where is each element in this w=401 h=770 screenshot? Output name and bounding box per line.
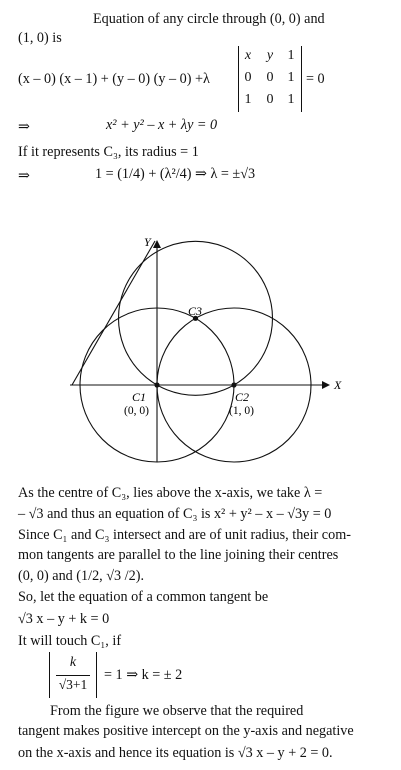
c2-point bbox=[231, 382, 236, 387]
det-r3c2: 0 bbox=[266, 92, 274, 107]
c3-label: C3 bbox=[188, 304, 203, 318]
det-r2c1: 0 bbox=[244, 70, 252, 85]
circles-figure bbox=[0, 200, 401, 500]
circle-family-equation: (x – 0) (x – 1) + (y – 0) (y – 0) +λ bbox=[18, 71, 210, 87]
fraction-numerator: k bbox=[69, 655, 77, 670]
det-r3c1: 1 bbox=[244, 92, 252, 107]
c2-label: C2 bbox=[235, 390, 250, 404]
x-axis-label: X bbox=[334, 378, 342, 392]
tangent-equation: √3 x – y + k = 0 bbox=[18, 611, 110, 627]
paragraph-line-3: Since C₁ and C₃ intersect and are of unit radius, their com- bbox=[18, 527, 351, 543]
paragraph-line-1: As the centre of C₃, lies above the x-axis, we take λ = bbox=[18, 485, 323, 501]
fraction-bar bbox=[56, 675, 90, 676]
det-r2c2: 0 bbox=[266, 70, 274, 85]
lambda-solution: 1 = (1/4) + (λ²/4) ⇒ λ = ±√3 bbox=[95, 166, 256, 182]
c1-coordinate: (0, 0) bbox=[124, 405, 149, 417]
equals-zero: = 0 bbox=[306, 71, 325, 87]
distance-fraction bbox=[49, 652, 97, 698]
paragraph-line-12: on the x-axis and hence its equation is √3 x – y + 2 = 0. bbox=[18, 745, 333, 761]
intro-line-2: (1, 0) is bbox=[18, 30, 62, 46]
common-tangent-line bbox=[72, 241, 155, 385]
simplified-equation: x² + y² – x + λy = 0 bbox=[106, 117, 218, 133]
paragraph-line-6: So, let the equation of a common tangent be bbox=[18, 589, 269, 605]
fraction-denominator: √3+1 bbox=[58, 677, 88, 692]
c1-label: C1 bbox=[132, 390, 147, 404]
det-r1c2: y bbox=[266, 48, 274, 63]
det-r1c1: x bbox=[244, 48, 252, 63]
implies-arrow-2: ⇒ bbox=[18, 168, 30, 184]
c1-point bbox=[154, 382, 159, 387]
det-r1c3: 1 bbox=[287, 48, 295, 63]
implies-arrow-1: ⇒ bbox=[18, 119, 30, 135]
x-axis-arrow bbox=[322, 381, 330, 389]
c2-coordinate: (1, 0) bbox=[229, 405, 254, 417]
touch-condition: It will touch C₁, if bbox=[18, 633, 122, 649]
det-r2c3: 1 bbox=[287, 70, 295, 85]
y-axis-label: Y bbox=[144, 235, 151, 249]
radius-condition: If it represents C₃, its radius = 1 bbox=[18, 144, 199, 160]
paragraph-line-5: (0, 0) and (1/2, √3 /2). bbox=[18, 568, 144, 584]
det-r3c3: 1 bbox=[287, 92, 295, 107]
y-axis-arrow bbox=[153, 240, 161, 248]
k-solution: = 1 ⇒ k = ± 2 bbox=[104, 667, 183, 683]
paragraph-line-10: From the figure we observe that the required bbox=[50, 703, 304, 719]
paragraph-line-11: tangent makes positive intercept on the y-axis and negative bbox=[18, 723, 354, 739]
paragraph-line-2: – √3 and thus an equation of C₃ is x² + y² – x – √3y = 0 bbox=[18, 506, 332, 522]
determinant bbox=[238, 46, 302, 112]
intro-line-1: Equation of any circle through (0, 0) and bbox=[93, 11, 325, 27]
paragraph-line-4: mon tangents are parallel to the line joining their centres bbox=[18, 547, 339, 563]
